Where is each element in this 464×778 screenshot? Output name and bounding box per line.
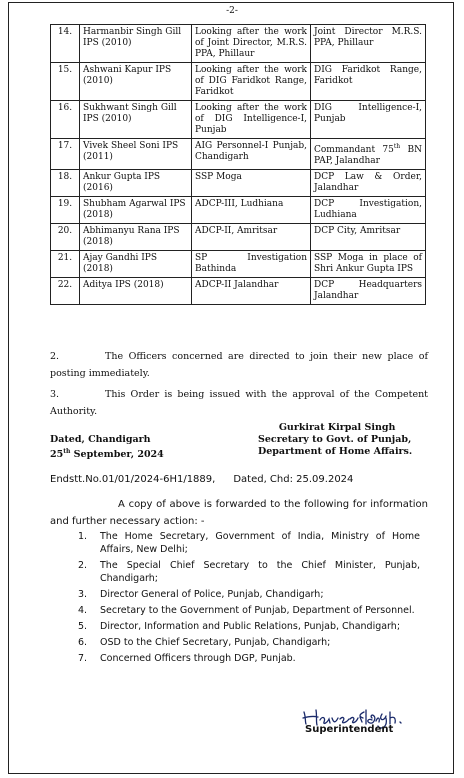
officer-name: Ashwani Kapur IPS (2010): [80, 63, 192, 101]
current-posting: ADCP-III, Ludhiana: [192, 197, 311, 224]
serial-number: 19.: [51, 197, 80, 224]
current-posting: Looking after the work of DIG Intelligence-I, Punjab: [192, 101, 311, 139]
new-posting: Commandant 75th BN PAP, Jalandhar: [311, 139, 426, 170]
table-row: [51, 251, 426, 278]
signatory-dept: Department of Home Affairs.: [258, 446, 413, 457]
list-number: 3.: [78, 589, 88, 600]
table-row: [51, 101, 426, 139]
list-text: The Home Secretary, Government of India, Ministry of Home Affairs, New Delhi;: [100, 531, 420, 555]
dated-place: Dated, Chandigarh: [50, 434, 151, 445]
dated-block: [50, 434, 164, 461]
endorsement-number: Endstt.No.01/01/2024-6H1/1889,: [50, 474, 216, 485]
officer-name: Vivek Sheel Soni IPS (2011): [80, 139, 192, 170]
list-item: [78, 636, 420, 649]
list-text: Concerned Officers through DGP, Punjab.: [100, 653, 296, 664]
table-row: [51, 197, 426, 224]
list-text: OSD to the Chief Secretary, Punjab, Chandigarh;: [100, 637, 331, 648]
table-row: [51, 63, 426, 101]
paragraph-text: The Officers concerned are directed to join their new place of posting immediately.: [50, 351, 428, 379]
paragraph-3: [50, 386, 428, 420]
table-row: [51, 139, 426, 170]
officer-name: Aditya IPS (2018): [80, 278, 192, 305]
list-number: 5.: [78, 621, 88, 632]
list-text: Director, Information and Public Relations, Punjab, Chandigarh;: [100, 621, 401, 632]
signatory-title: Secretary to Govt. of Punjab,: [258, 434, 412, 445]
new-posting: DIG Faridkot Range, Faridkot: [311, 63, 426, 101]
page-number: -2-: [226, 6, 238, 16]
new-posting: DCP Headquarters Jalandhar: [311, 278, 426, 305]
list-text: Director General of Police, Punjab, Chandigarh;: [100, 589, 324, 600]
serial-number: 14.: [51, 25, 80, 63]
new-posting: DCP Investigation, Ludhiana: [311, 197, 426, 224]
list-text: The Special Chief Secretary to the Chief Minister, Punjab, Chandigarh;: [100, 560, 420, 584]
copy-forward-text: A copy of above is forwarded to the following for information and further necessary action: -: [50, 499, 428, 527]
list-number: 7.: [78, 653, 88, 664]
paragraph-number: 3.: [50, 389, 60, 400]
new-posting: DCP City, Amritsar: [311, 224, 426, 251]
serial-number: 18.: [51, 170, 80, 197]
table-row: [51, 25, 426, 63]
new-posting: DCP Law & Order, Jalandhar: [311, 170, 426, 197]
table-row: [51, 224, 426, 251]
officer-name: Shubham Agarwal IPS (2018): [80, 197, 192, 224]
officer-name: Abhimanyu Rana IPS (2018): [80, 224, 192, 251]
list-item: [78, 604, 420, 617]
serial-number: 16.: [51, 101, 80, 139]
list-item: [78, 620, 420, 633]
paragraph-text: This Order is being issued with the approval of the Competent Authority.: [50, 389, 428, 417]
new-posting: SSP Moga in place of Shri Ankur Gupta IPS: [311, 251, 426, 278]
dated-date: 25th September, 2024: [50, 448, 164, 461]
paragraph-number: 2.: [50, 351, 60, 362]
officer-name: Sukhwant Singh Gill IPS (2010): [80, 101, 192, 139]
officer-name: Ankur Gupta IPS (2016): [80, 170, 192, 197]
list-item: [78, 559, 420, 585]
signatory-name: Gurkirat Kirpal Singh: [278, 422, 396, 433]
serial-number: 15.: [51, 63, 80, 101]
list-number: 6.: [78, 637, 88, 648]
postings-table: [50, 24, 426, 305]
list-text: Secretary to the Government of Punjab, Department of Personnel.: [100, 605, 415, 616]
list-number: 2.: [78, 560, 88, 571]
endorsement-date: Dated, Chd: 25.09.2024: [233, 474, 354, 485]
superintendent-label: Superintendent: [305, 724, 394, 735]
current-posting: Looking after the work of Joint Director, M.R.S. PPA, Phillaur: [192, 25, 311, 63]
current-posting: Looking after the work of DIG Faridkot Range, Faridkot: [192, 63, 311, 101]
signatory-block: [258, 422, 412, 458]
serial-number: 21.: [51, 251, 80, 278]
current-posting: ADCP-II Jalandhar: [192, 278, 311, 305]
serial-number: 17.: [51, 139, 80, 170]
list-item: [78, 652, 420, 665]
distribution-list: [78, 530, 420, 668]
current-posting: AIG Personnel-I Punjab, Chandigarh: [192, 139, 311, 170]
current-posting: SP Investigation Bathinda: [192, 251, 311, 278]
list-number: 1.: [78, 531, 88, 542]
paragraph-2: [50, 348, 428, 382]
list-item: [78, 588, 420, 601]
list-number: 4.: [78, 605, 88, 616]
table-row: [51, 278, 426, 305]
current-posting: ADCP-II, Amritsar: [192, 224, 311, 251]
new-posting: Joint Director M.R.S. PPA, Phillaur: [311, 25, 426, 63]
officer-name: Ajay Gandhi IPS (2018): [80, 251, 192, 278]
endorsement-line: [50, 474, 353, 485]
new-posting: DIG Intelligence-I, Punjab: [311, 101, 426, 139]
officer-name: Harmanbir Singh Gill IPS (2010): [80, 25, 192, 63]
table-row: [51, 170, 426, 197]
current-posting: SSP Moga: [192, 170, 311, 197]
serial-number: 22.: [51, 278, 80, 305]
serial-number: 20.: [51, 224, 80, 251]
list-item: [78, 530, 420, 556]
